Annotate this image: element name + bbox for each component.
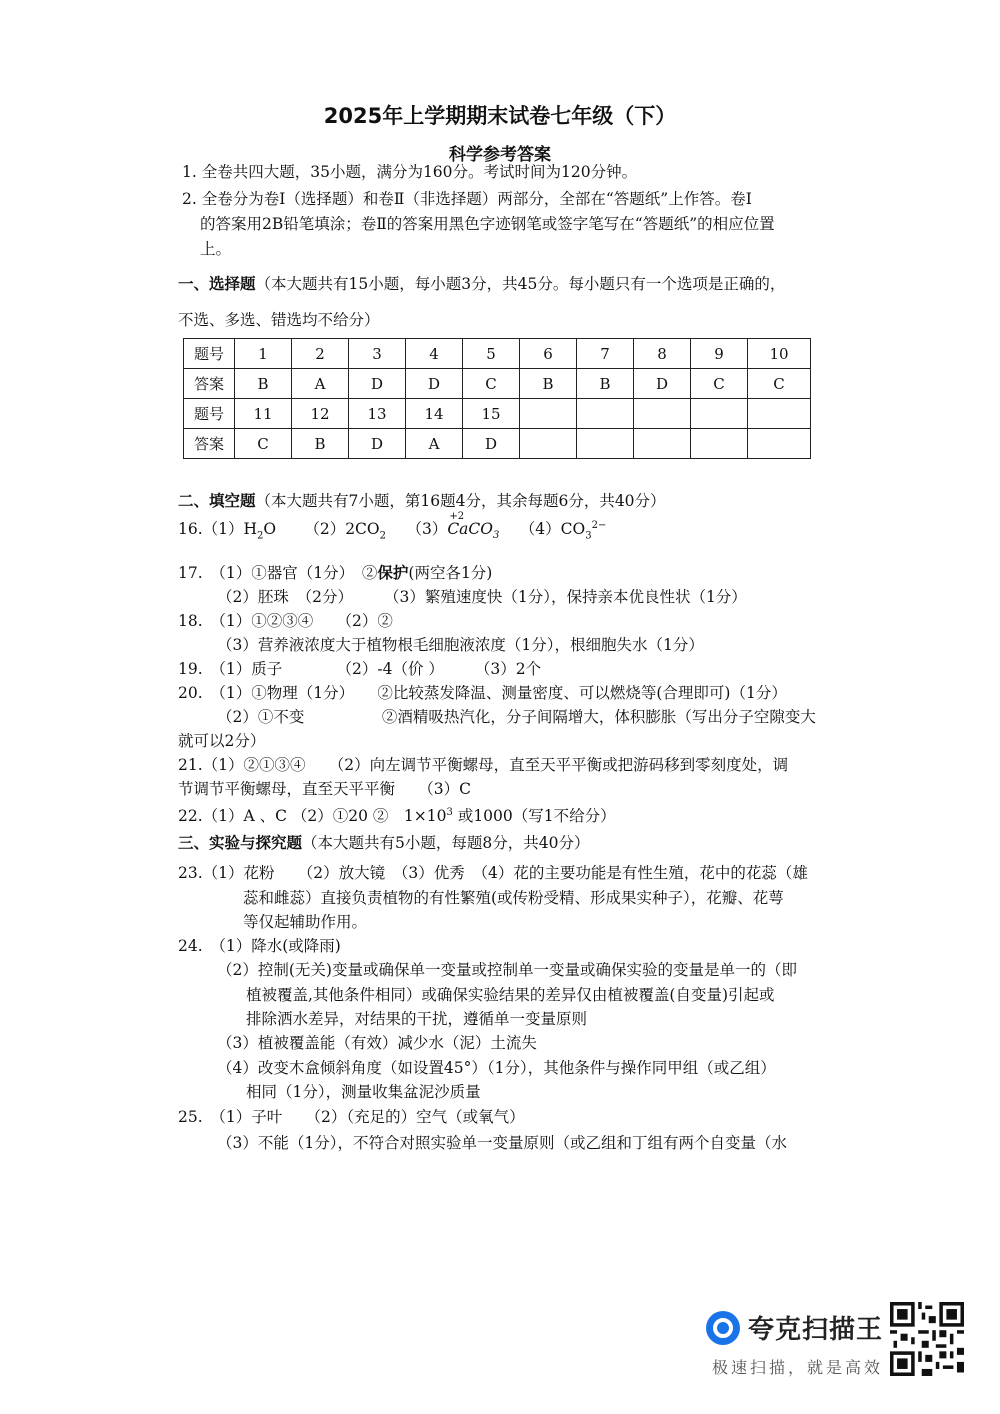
q17-l1c: (两空各1分) — [408, 564, 493, 582]
q18-line-2: （3）营养液浓度大于植物根毛细胞液浓度（1分），根细胞失水（1分） — [217, 636, 704, 654]
q24-line-1: 24. （1）降水(或降雨) — [178, 937, 341, 955]
table-cell: 5 — [463, 339, 520, 369]
q16-part4-sub: 3 — [585, 530, 592, 542]
section-1-title: 一、选择题 — [178, 274, 256, 293]
table-cell: 8 — [634, 339, 691, 369]
table-cell: C — [463, 369, 520, 399]
table-cell: B — [520, 369, 577, 399]
scanner-brand-name: 夸克扫描王 — [748, 1315, 884, 1345]
section-1-desc: （本大题共有15小题，每小题3分，共45分。每小题只有一个选项是正确的， — [255, 275, 786, 293]
section-2-desc: （本大题共有7小题，第16题4分，其余每题6分，共40分） — [255, 492, 666, 510]
q22-line-1 — [178, 801, 616, 828]
q24-line-6: （4）改变木盒倾斜角度（如设置45°）（1分），其他条件与操作同甲组（或乙组） — [217, 1059, 776, 1077]
table-row — [184, 339, 811, 369]
q21-line-1: 21.（1）②①③④ （2）向左调节平衡螺母，直至天平平衡或把游码移到零刻度处，调 — [178, 756, 789, 774]
table-cell: B — [292, 429, 349, 459]
scanner-slogan: 极速扫描，就是高效 — [712, 1358, 884, 1377]
page-title: 2025年上学期期末试卷七年级（下） — [323, 104, 677, 128]
section-3-desc: （本大题共有5小题，每题8分，共40分） — [302, 834, 590, 852]
table-cell: D — [463, 429, 520, 459]
table-cell: D — [406, 369, 463, 399]
table-cell: B — [235, 369, 292, 399]
q25-line-2: （3）不能（1分），不符合对照实验单一变量原则（或乙组和丁组有两个自变量（水 — [217, 1134, 787, 1152]
table-cell: 3 — [349, 339, 406, 369]
q16-part4-sup: 2− — [591, 520, 607, 531]
table-cell: 12 — [292, 399, 349, 429]
table-row — [184, 399, 811, 429]
table-cell: C — [235, 429, 292, 459]
q16-part4: （4）CO — [519, 520, 586, 539]
note-2-line-1: 2. 全卷分为卷Ⅰ（选择题）和卷Ⅱ（非选择题）两部分，全部在“答题纸”上作答。卷Ⅰ — [182, 190, 752, 208]
q20-line-2: （2）①不变 ②酒精吸热汽化，分子间隔增大，体积膨胀（写出分子空隙变大 — [217, 708, 816, 726]
q16-caco3 — [447, 511, 500, 548]
section-1-desc-2: 不选、多选、错选均不给分） — [178, 311, 380, 329]
table-cell — [691, 399, 748, 429]
table-cell: 15 — [463, 399, 520, 429]
scanner-logo-icon — [706, 1311, 740, 1345]
qr-code-icon — [890, 1302, 964, 1376]
table-cell: 题号 — [184, 339, 235, 369]
q24-line-7: 相同（1分），测量收集盆泥沙质量 — [246, 1083, 481, 1101]
q20-line-3: 就可以2分） — [178, 732, 266, 750]
q16-part3: （3） — [406, 520, 448, 539]
q19-line-1: 19. （1）质子 （2）-4（价 ） （3）2个 — [178, 660, 542, 678]
table-cell: 9 — [691, 339, 748, 369]
table-cell: A — [406, 429, 463, 459]
scanner-watermark — [706, 1309, 883, 1346]
table-cell: D — [634, 369, 691, 399]
q22-l1a: 22.（1）A 、C （2）①20 ② 1×10 — [178, 807, 447, 826]
table-row — [184, 429, 811, 459]
table-cell: D — [349, 369, 406, 399]
table-cell: C — [748, 369, 811, 399]
table-cell: 14 — [406, 399, 463, 429]
q17-line-2: （2）胚珠 （2分） （3）繁殖速度快（1分），保持亲本优良性状（1分） — [217, 588, 747, 606]
table-cell — [577, 429, 634, 459]
q16-part1: （1）H — [202, 520, 258, 539]
q22-sup: 3 — [446, 807, 453, 818]
table-cell: 答案 — [184, 369, 235, 399]
q16-caco: CaCO — [447, 520, 493, 539]
q24-line-3: 植被覆盖,其他条件相同）或确保实验结果的差异仅由植被覆盖(自变量)引起或 — [246, 986, 775, 1004]
q21-line-2: 节调节平衡螺母，直至天平平衡 （3）C — [178, 780, 471, 798]
answer-table — [183, 338, 811, 459]
q16-oxidation-state: +2 — [449, 511, 465, 523]
table-cell: A — [292, 369, 349, 399]
table-cell: 1 — [235, 339, 292, 369]
q22-l1b: 或1000（写1不给分） — [452, 807, 616, 826]
table-cell: 答案 — [184, 429, 235, 459]
table-cell: 11 — [235, 399, 292, 429]
section-2-header — [178, 489, 666, 513]
section-3-header — [178, 831, 589, 855]
table-cell: C — [691, 369, 748, 399]
table-cell — [634, 399, 691, 429]
table-cell: B — [577, 369, 634, 399]
q17-l1b: 保护 — [377, 563, 409, 582]
table-cell: 13 — [349, 399, 406, 429]
q16-number: 16. — [178, 520, 203, 539]
q18-line-1: 18. （1）①②③④ （2）② — [178, 612, 393, 630]
q20-line-1: 20. （1）①物理（1分） ②比较蒸发降温、测量密度、可以燃烧等(合理即可)（1分） — [178, 684, 787, 702]
q23-line-1: 23.（1）花粉 （2）放大镜 （3）优秀 （4）花的主要功能是有性生殖，花中的花蕊（雄 — [178, 864, 808, 882]
table-cell — [691, 429, 748, 459]
section-1-header — [178, 272, 785, 296]
table-cell: 6 — [520, 339, 577, 369]
table-cell — [748, 399, 811, 429]
q17-l1a: 17. （1）①器官（1分） ② — [178, 564, 378, 582]
q23-line-3: 等仅起辅助作用。 — [243, 913, 368, 931]
q23-line-2: 蕊和雌蕊）直接负责植物的有性繁殖(或传粉受精、形成果实种子），花瓣、花萼 — [243, 889, 784, 907]
table-cell: 7 — [577, 339, 634, 369]
q24-line-5: （3）植被覆盖能（有效）减少水（泥）土流失 — [217, 1034, 537, 1052]
q16-part2-sub: 2 — [379, 530, 386, 542]
q24-line-2: （2）控制(无关)变量或确保单一变量或控制单一变量或确保实验的变量是单一的（即 — [217, 961, 797, 979]
q16-line — [178, 511, 607, 548]
table-cell — [577, 399, 634, 429]
table-cell: D — [349, 429, 406, 459]
table-cell: 4 — [406, 339, 463, 369]
table-cell — [520, 399, 577, 429]
q16-part2: （2）2CO — [304, 520, 380, 539]
q16-part1-sub: 2 — [257, 530, 264, 542]
table-row — [184, 369, 811, 399]
table-cell: 10 — [748, 339, 811, 369]
section-2-title: 二、填空题 — [178, 491, 256, 510]
page-subtitle: 科学参考答案 — [449, 145, 551, 165]
table-cell — [634, 429, 691, 459]
section-3-title: 三、实验与探究题 — [178, 833, 303, 852]
q17-line-1 — [178, 561, 492, 585]
q16-part1-end: O — [263, 520, 277, 539]
table-cell: 题号 — [184, 399, 235, 429]
table-cell — [748, 429, 811, 459]
q25-line-1: 25. （1）子叶 （2）（充足的）空气（或氧气） — [178, 1108, 525, 1126]
note-2-line-2: 的答案用2B铅笔填涂；卷Ⅱ的答案用黑色字迹钢笔或签字笔写在“答题纸”的相应位置 — [200, 215, 775, 233]
table-cell — [520, 429, 577, 459]
q24-line-4: 排除洒水差异，对结果的干扰，遵循单一变量原则 — [246, 1010, 588, 1028]
note-1: 1. 全卷共四大题，35小题，满分为160分。考试时间为120分钟。 — [182, 163, 638, 181]
table-cell: 2 — [292, 339, 349, 369]
q16-caco-sub: 3 — [492, 530, 500, 542]
note-2-line-3: 上。 — [200, 240, 232, 258]
